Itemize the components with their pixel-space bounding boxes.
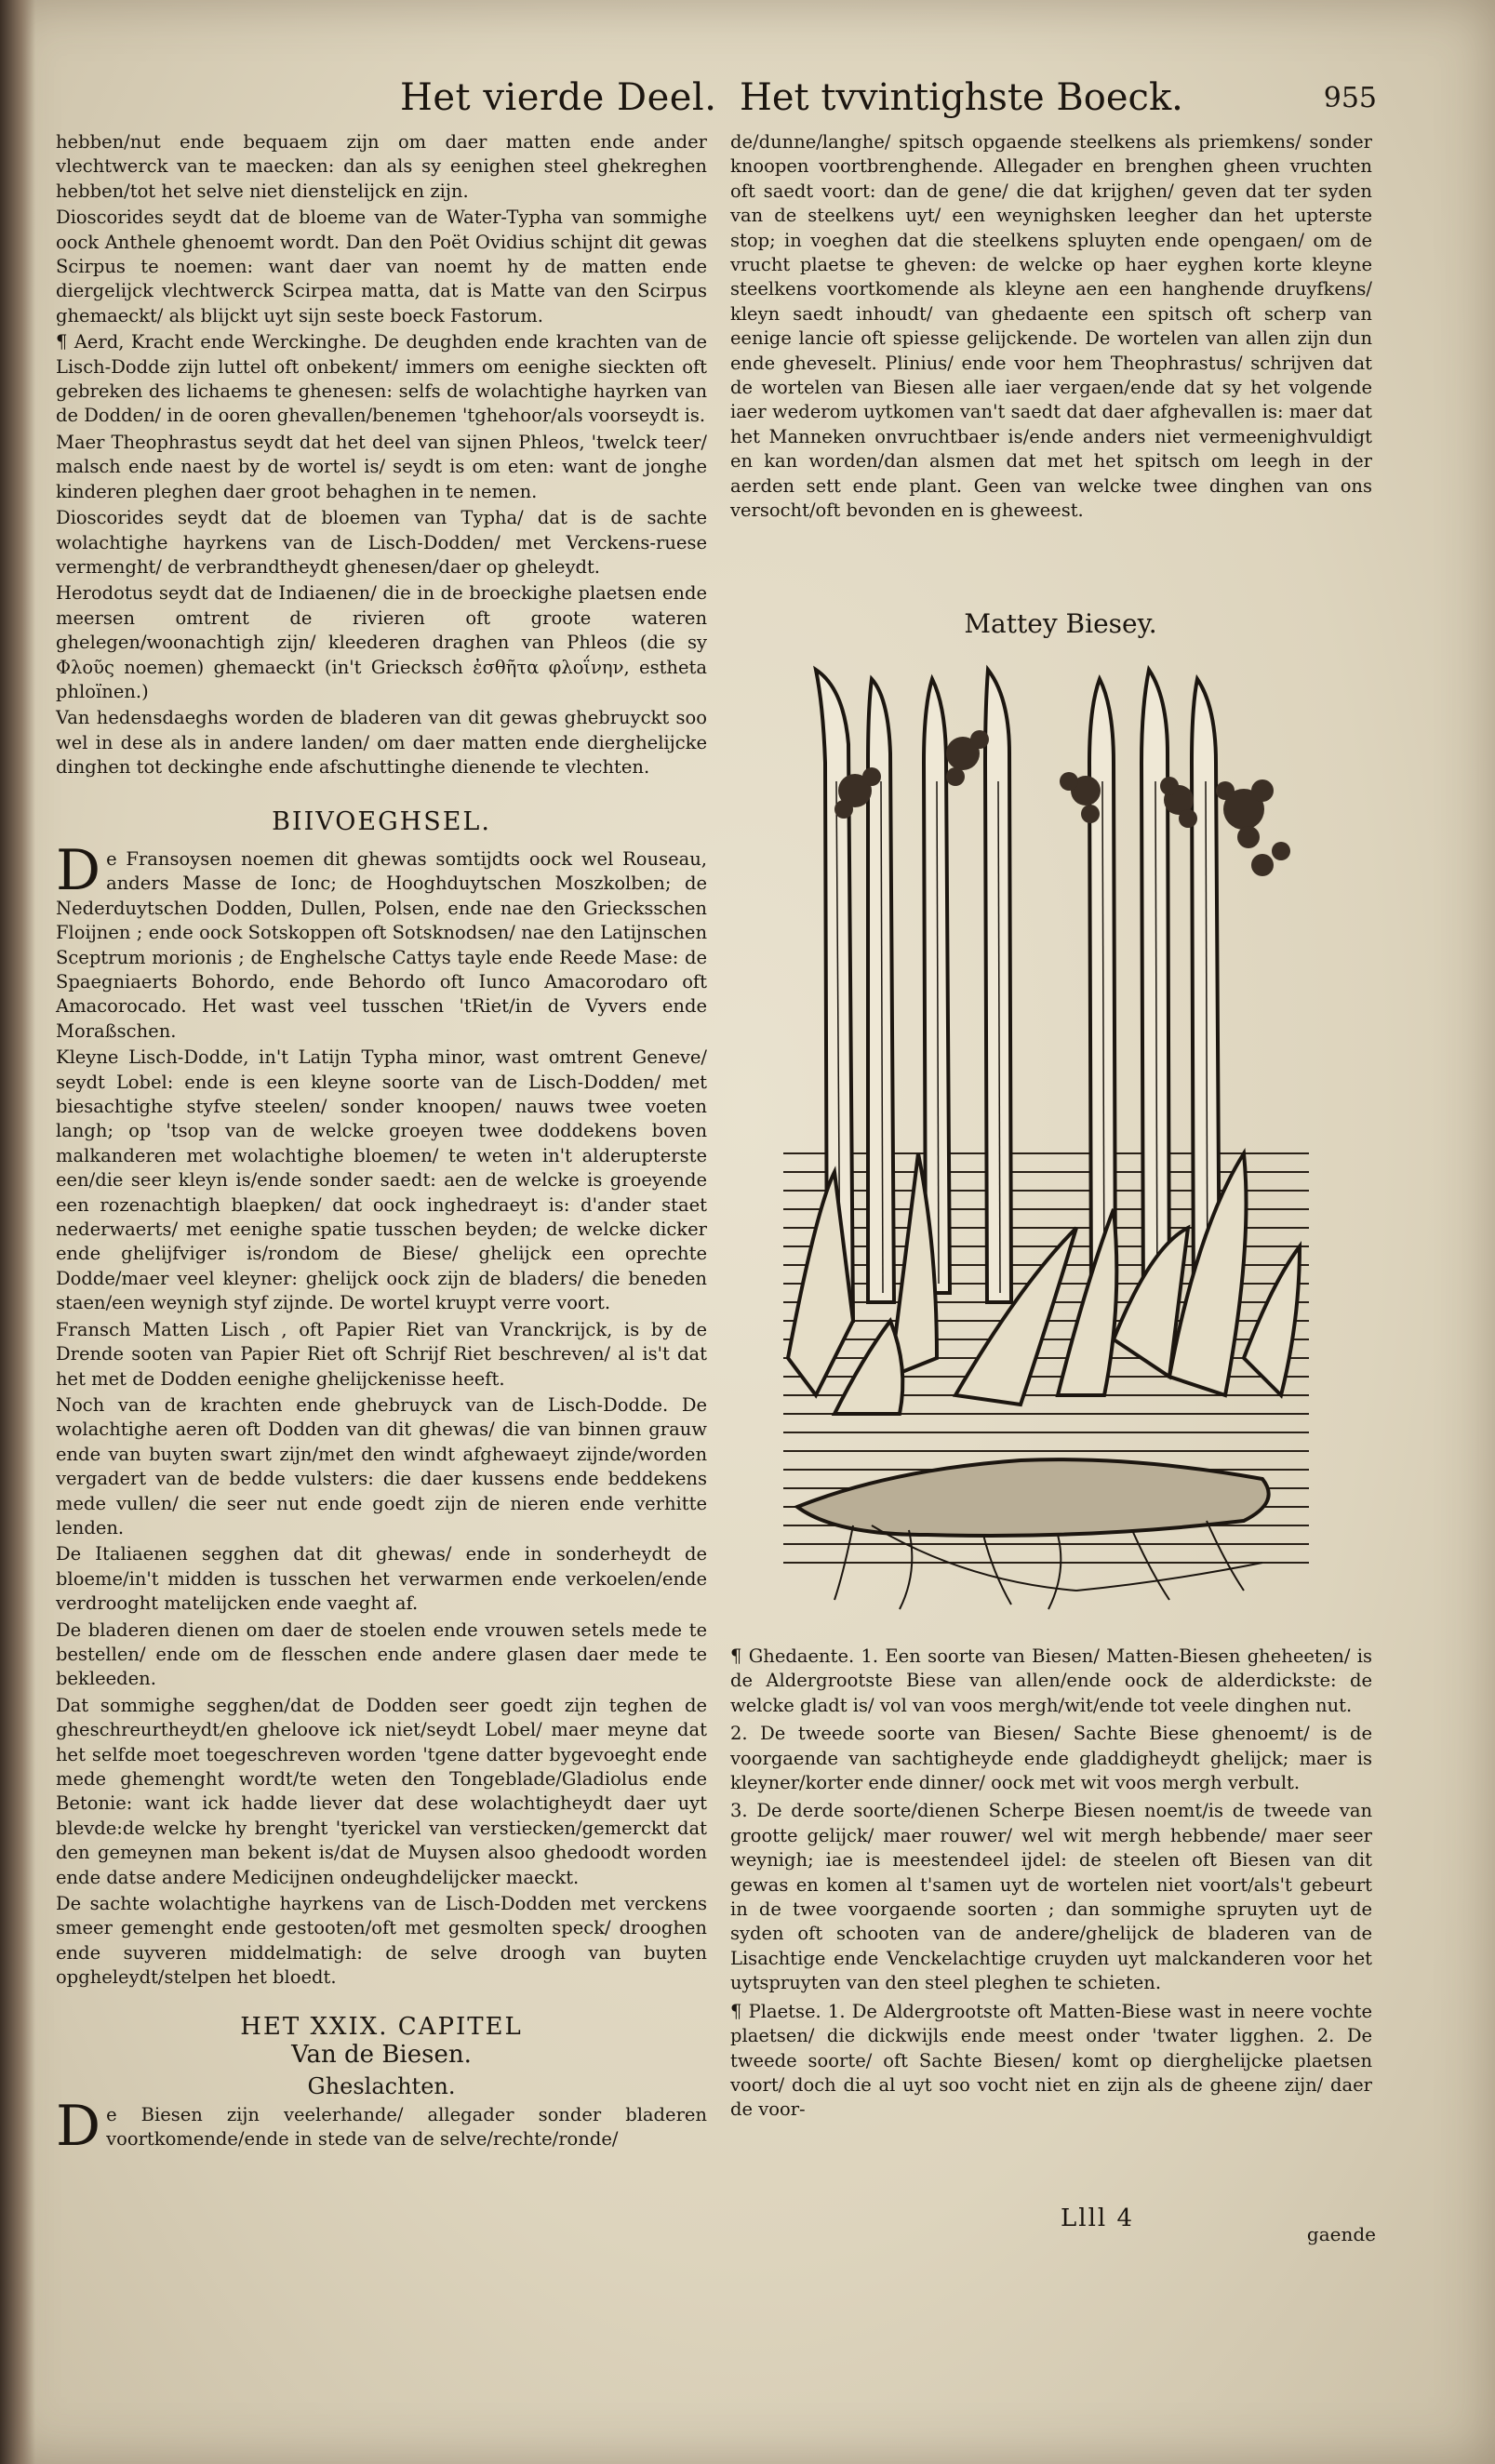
paragraph: ¶ Plaetse. 1. De Aldergrootste oft Matten-Biese wast in neere vochte plaetsen/ die dickwijls ende meest onder 'twater ligghen. 2. De tweede soorte/ oft Sachte Biesen/ komt op dierghelijcke plaetsen voort/ doch die al uyt soo vocht niet en zijn als de gheene zijn/ daer de voor- (730, 2000, 1372, 2121)
paragraph: Van hedensdaeghs worden de bladeren van dit gewas ghebruyckt soo wel in dese als in andere landen/ om daer matten ende dierghelijcke dinghen tot deckinghe ende afschuttinghe dienende te vlechten. (56, 707, 707, 779)
running-title-right: Het tvvintighste Boeck. (740, 76, 1183, 119)
chapter-heading: HET XXIX. CAPITEL (240, 2012, 523, 2041)
signature-mark: Llll 4 (1061, 2204, 1135, 2232)
paragraph: Maer Theophrastus seydt dat het deel van sijnen Phleos, 'twelck teer/ malsch ende naest by de wortel is/ seydt is om eten: want de jonghe kinderen pleghen daer groot behaghen in te nemen. (56, 431, 707, 502)
right-text-column (730, 130, 1372, 524)
section-heading: BIIVOEGHSEL. (272, 806, 491, 836)
paragraph: Herodotus seydt dat de Indiaenen/ die in de broeckighe plaetsen ende meersen omtrent de rivieren oft groote wateren ghelegen/woonachtigh zijn/ kleederen draghen van Phleos (die sy Φλοῦς noemen) ghemaeckt (in't Griecksch ἐσθῆτα φλοΐνην, estheta phloïnen.) (56, 582, 707, 702)
paragraph: Fransch Matten Lisch , oft Papier Riet van Vranckrijck, is by de Drende sooten van Papier Riet oft Schrijf Riet beschreven/ al is't dat het met de Dodden eenighe ghelijckenisse heeft. (56, 1318, 707, 1390)
running-title-left: Het vierde Deel. (400, 76, 717, 119)
paragraph: de/dunne/langhe/ spitsch opgaende steelkens als priemkens/ sonder knoopen voortbrenghende. Allegader en brenghen gheen vruchten oft saedt voort: dan de gene/ die dat krijghen/ geven dat ter syden van de steelkens uyt/ een weynighsken leegher dan het upterste stop; in voeghen dat die steelkens spluyten ende opengaen/ om de vrucht plaetse te gheven: de welcke op haer eyghen korte kleyne steelkens voortkomende als kleyne aen een hanghende druyfkens/ kleyn saedt inhoudt/ van ghedaente een spitsch oft scherp van eenige lancie oft spiesse gelijckende. De wortelen van allen zijn dun ende gheveselt. Plinius/ ende voor hem Theophrastus/ schrijven dat de wortelen van Biesen alle iaer vergaen/ende dat sy het volgende iaer wederom uytkomen van't saedt dat daer afghevallen is: maer dat het Manneken onvruchtbaer is/ende anders niet vermeenighvuldigt en kan worden/dan alsmen dat met het spitsch om leegh in der aerden sett ende plant. Geen van welcke twee dinghen van ons versocht/oft bevonden en is gheweest. (730, 131, 1372, 522)
woodcut-illustration (779, 651, 1314, 1618)
paragraph: Dioscorides seydt dat de bloeme van de Water-Typha van sommighe oock Anthele ghenoemt wordt. Dan den Poët Ovidius schijnt dit gewas Scirpus te noemen: want daer van noemt hy de matten ende diergelijck vlechtwerck Scirpea matta, dat is Matte van den Scirpus ghemaeckt/ als blijckt uyt sijn seste boeck Fastorum. (56, 206, 707, 326)
paragraph: De Biesen zijn veelerhande/ allegader sonder bladeren voortkomende/ende in stede van de selve/rechte/ronde/ (56, 2093, 707, 2159)
paragraph: ¶ Ghedaente. 1. Een soorte van Biesen/ Matten-Biesen gheheeten/ is de Aldergrootste Biese van allen/ende oock de alderdickste: de welcke gladt is/ vol van voos mergh/wit/ende tot veele dinghen nut. (730, 1645, 1372, 1716)
page-number: 955 (1323, 82, 1377, 114)
paragraph: De Fransoysen noemen dit ghewas somtijdts oock wel Rouseau, anders Masse de Ionc; de Hooghduytschen Moszkolben; de Nederduytschen Dodden, Dullen, Polsen, ende nae den Griecksschen Floijnen ; ende oock Sotskoppen oft Sotsknodsen/ nae den Latijnschen Sceptrum morionis ; de Enghelsche Cattys tayle ende Reede Mase: de Spaegniaerts Bohordo, ende Behordo oft Iunco Amacorodaro oft Amacorocado. Het wast veel tusschen 'tRiet/in de Vyvers ende Moraßschen. (56, 837, 707, 1042)
chapter-title: Van de Biesen. (291, 2041, 472, 2070)
bulrush-woodcut (779, 651, 1314, 1618)
paragraph: Noch van de krachten ende ghebruyck van de Lisch-Dodde. De wolachtighe aeren oft Dodden van dit ghewas/ die van binnen grauw ende van buyten swart zijn/met den windt afghewaeyt zijnde/worden vergadert van de bedde vulsters: die daer kussens ende beddekens mede vullen/ die seer nut ende goedt zijn de nieren ende verhitte lenden. (56, 1393, 707, 1538)
running-header (400, 76, 1377, 132)
paragraph: ¶ Aerd, Kracht ende Werckinghe. De deughden ende krachten van de Lisch-Dodde zijn luttel oft onbekent/ immers om eenighe sieckten oft gebreken des lichaems te ghenesen: selfs de wolachtighe hayrken van de Dodden/ in de ooren ghevallen/benemen 'tghehoor/als voorseydt is. (56, 331, 707, 427)
section-subheading: Gheslachten. (307, 2073, 456, 2100)
paragraph: Dat sommighe segghen/dat de Dodden seer goedt zijn teghen de gheschreurtheydt/en gheloove ick niet/seydt Lobel/ maer meyne dat het selfde moet toegeschreven worden 'tgene datter bygevoeght ende mede ghemenght wordt/te weten den Tongeblade/Gladiolus ende Betonie: want ick hadde liever dat dese wolachtigheydt daer uyt blevde:de welcke hy brenght 'tyerickel van verstiecken/gemerckt dat den gemeynen man bekent is/dat de Muysen alsoo ghedoodt worden ende datse andere Medicijnen ondeughdelijcker maeckt. (56, 1694, 707, 1888)
paragraph: Dioscorides seydt dat de bloemen van Typha/ dat is de sachte wolachtighe hayrkens van de Lisch-Dodden/ met Verckens-ruese vermenght/ de verbrandtheydt ghenesen/daer op gheleydt. (56, 507, 707, 578)
paragraph: 3. De derde soorte/dienen Scherpe Biesen noemt/is de tweede van grootte gelijck/ maer rouwer/ wel wit mergh hebbende/ maer seer weynigh; iae is meestendeel ijdel: de steelen oft Biesen van dit gewas en komen al t'samen uyt de wortelen niet voort/als't gebeurt in de twee voorgaende soorten ; dan sommighe spruyten uyt de syden oft schooten van de andere/ghelijck de bladeren van de Lisachtige ende Venckelachtige cruyden uyt malckanderen voor het uytspruyten van den steel pleghen te schieten. (730, 1800, 1372, 1994)
figure-caption: Mattey Biesey. (964, 608, 1157, 639)
paragraph: 2. De tweede soorte van Biesen/ Sachte Biese ghenoemt/ is de voorgaende van sachtigheyde ende gladdigheydt ghelijck; maer is kleyner/korter ende dinner/ oock met wit voos mergh verbult. (730, 1723, 1372, 1794)
paragraph: De Italiaenen segghen dat dit ghewas/ ende in sonderheydt de bloeme/in't midden is tusschen het verwarmen ende verkoelen/ende verdrooght matelijcken ende vaeght af. (56, 1543, 707, 1615)
paragraph: Kleyne Lisch-Dodde, in't Latijn Typha minor, wast omtrent Geneve/ seydt Lobel: ende is een kleyne soorte van de Lisch-Dodden/ met biesachtighe styfve steelen/ sonder knoopen/ nauws twee voeten langh; op 'tsop van de welcke groeyen twee doddekens boven malkanderen met wolachtighe bloemen/ te weten in't alderupterste een/die seer kleyn is/ende sonder saedt: aen de welcke is groeyende een rozenachtigh blaepken/ dat oock inghedraeyt is: d'ander staet nederwaerts/ met eenighe spatie tusschen beyden; de welcke dicker ende ghelijfviger is/rondom de Biese/ ghelijck een oprechte Dodde/maer veel kleyner: ghelijck oock zijn de bladers/ die beneden staen/een weynigh styf zijnde. De wortel kruypt verre voort. (56, 1046, 707, 1314)
left-text-column (56, 130, 707, 2159)
right-lower-text (730, 1645, 1372, 2126)
catchword: gaende (1306, 2223, 1376, 2245)
paragraph: De bladeren dienen om daer de stoelen ende vrouwen setels mede te bestellen/ ende om de flesschen ende andere glasen daer mede te bekleeden. (56, 1618, 707, 1690)
paragraph: De sachte wolachtighe hayrkens van de Lisch-Dodden met verckens smeer gemenght ende gestooten/oft met gesmolten speck/ drooghen ende suyveren middelmatigh: de selve droogh van buyten opgheleydt/stelpen het bloedt. (56, 1893, 707, 1989)
paragraph: hebben/nut ende bequaem zijn om daer matten ende ander vlechtwerck van te maecken: dan als sy eenighen steel ghekreghen hebben/tot het selve niet dienstelijck en zijn. (56, 131, 707, 202)
